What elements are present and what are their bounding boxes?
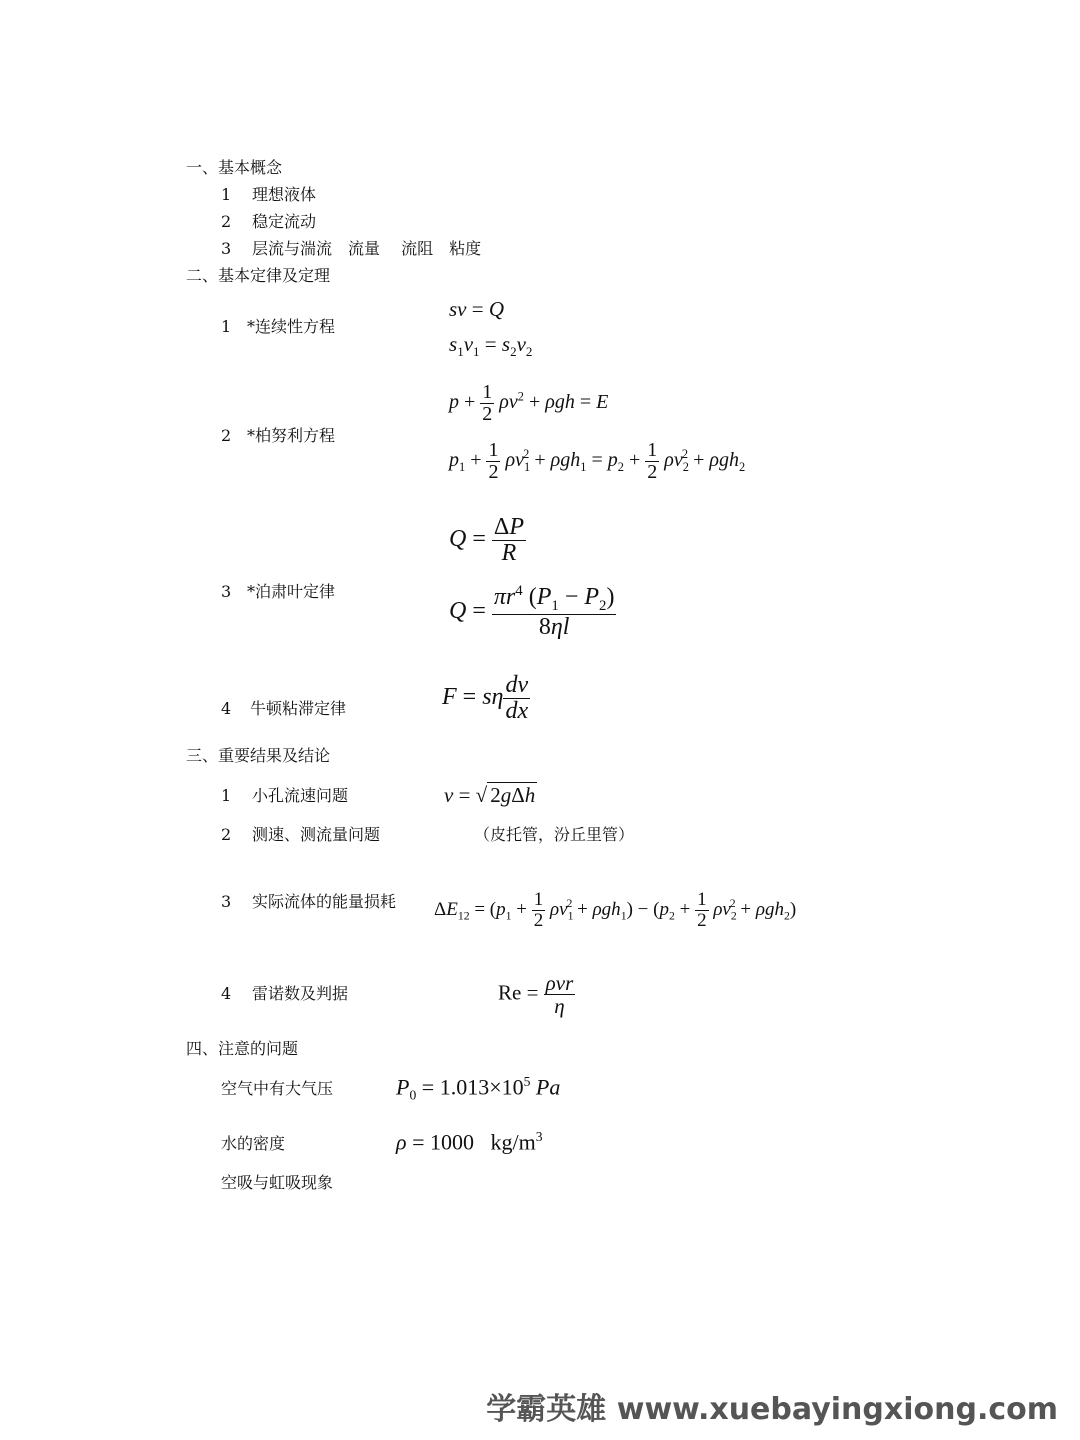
item-number: 3 (221, 892, 232, 911)
item-number: 2 (221, 426, 232, 445)
item-continuity-equation: *连续性方程 (247, 317, 336, 336)
formula-poiseuille-2: Q = $\frac{\pi r^4 (P_1 - P_2)}{8\eta l}$ (449, 583, 615, 641)
item-steady-flow: 稳定流动 (252, 212, 317, 231)
formula-atmospheric-pressure: $P_0 = 1.013\times 10^5$ Pa (396, 1074, 561, 1103)
item-number: 3 (221, 582, 232, 601)
item-ideal-liquid: 理想液体 (252, 185, 317, 204)
section-title-2: 二、基本定律及定理 (186, 266, 331, 285)
formula-energy-loss: $\Delta E_{12} = (p_1$ + $\frac{1}{2}$ $\rho v_1^2 + \rho gh_1) - (p_2$ + $\frac{1}{2}$ $\rho v_2^2 + \rho gh_2$) (434, 889, 797, 931)
formula-poiseuille-1: Q = $\frac{\Delta P}{R}$ (449, 514, 524, 567)
section-title-4: 四、注意的问题 (186, 1039, 299, 1058)
item-number: 3 (221, 239, 232, 258)
formula-bernoulli-2: $p_1$ + $\frac{1}{2}$ $\rho v_1^2 + \rho gh_1 = p_2$ + $\frac{1}{2}$ $\rho v_2^2 + \rho gh_2$ (449, 439, 746, 483)
formula-continuity-1: sv = Q (449, 297, 505, 321)
item-number: 2 (221, 825, 232, 844)
formula-continuity-2: $s_1v_1 = s_2v_2$ (449, 332, 533, 360)
rho-unit: kg/m (490, 1129, 536, 1155)
formula-torricelli: v = √ 2gΔh (444, 783, 536, 807)
formula-newton-viscosity: F = sη $\frac{dv}{dx}$ (442, 672, 529, 725)
item-number: 4 (221, 699, 232, 718)
rho-value: 1000 (429, 1129, 474, 1155)
item-energy-loss: 实际流体的能量损耗 (252, 892, 397, 911)
item-orifice-velocity: 小孔流速问题 (252, 786, 349, 805)
item-number: 1 (221, 786, 232, 805)
note-pitot-venturi: （皮托管，汾丘里管） (474, 825, 635, 844)
formula-water-density: ρ = 1000 $kg/m^3$ (396, 1129, 543, 1155)
item-velocity-flow-measurement: 测速、测流量问题 (252, 825, 381, 844)
item-number: 1 (221, 185, 232, 204)
item-number: 2 (221, 212, 232, 231)
p0-unit: Pa (535, 1074, 561, 1100)
section-title-3: 三、重要结果及结论 (186, 746, 331, 765)
item-atmospheric-pressure: 空气中有大气压 (221, 1079, 334, 1098)
item-reynolds-number: 雷诺数及判据 (252, 984, 349, 1003)
item-bernoulli-equation: *柏努利方程 (247, 426, 336, 445)
item-number: 1 (221, 317, 232, 336)
item-water-density: 水的密度 (221, 1134, 286, 1153)
item-number: 4 (221, 984, 232, 1003)
item-poiseuille-law: *泊肃叶定律 (247, 582, 336, 601)
item-newton-viscosity-law: 牛顿粘滞定律 (250, 699, 347, 718)
item-flow-terms: 层流与湍流 流量 流阻 粘度 (252, 239, 482, 258)
formula-bernoulli-1: p + $\frac{1}{2}$ $\rho v^2 + \rho gh = E$ (449, 381, 609, 425)
watermark: 学霸英雄 www.xuebayingxiong.com (486, 1392, 1058, 1427)
item-suction-siphon: 空吸与虹吸现象 (221, 1173, 334, 1192)
formula-reynolds: Re = $\frac{\text{ρvr}}{\eta}$ (498, 971, 574, 1019)
p0-value: 1.013 (439, 1074, 490, 1100)
section-title-1: 一、基本概念 (186, 158, 283, 177)
